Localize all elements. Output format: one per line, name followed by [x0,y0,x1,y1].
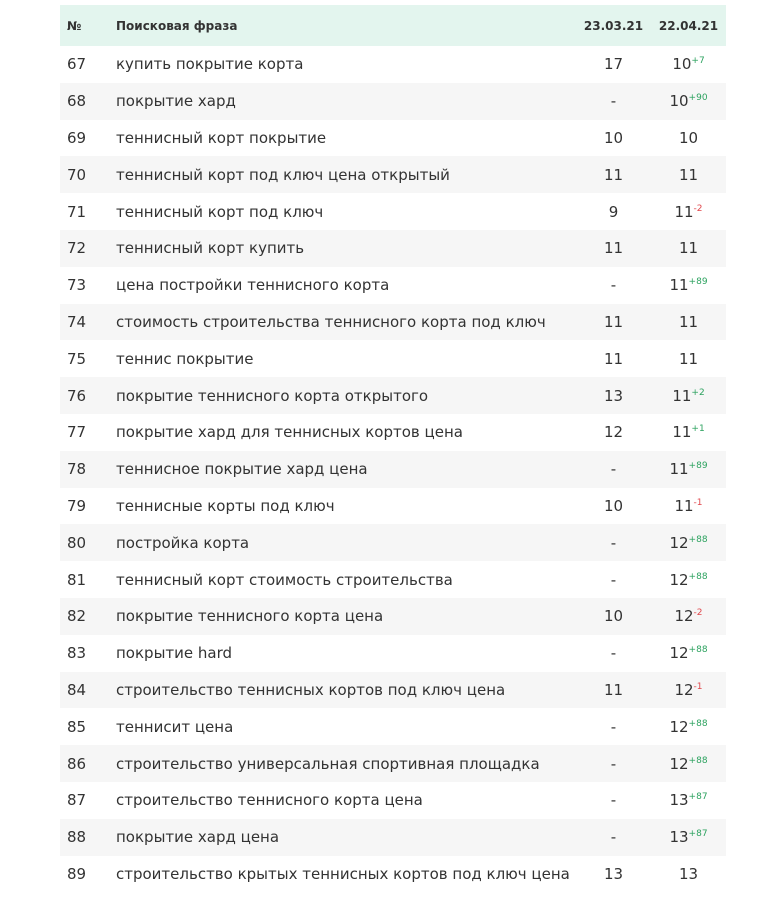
row-position-date1: - [610,92,617,111]
row-position-date1: 11 [603,349,624,368]
row-position-date1: 11 [603,165,624,184]
table-row [60,46,726,83]
table-row [60,635,726,672]
table-row [60,193,726,230]
row-phrase: покрытие хард для теннисных кортов цена [116,423,463,442]
row-position-date2: 12 [669,533,689,552]
position-change-badge: +87 [688,792,708,803]
header-phrase: Поисковая фраза [116,18,238,33]
row-phrase: строительство теннисных кортов под ключ цена [116,680,506,699]
row-position-date2-cell [651,166,726,184]
row-position-date1: - [610,828,617,847]
row-num: 81 [67,570,87,589]
position-change-badge: +89 [688,277,708,288]
table-row [60,745,726,782]
header-date1: 23.03.21 [583,18,644,33]
row-position-date1: - [610,791,617,810]
row-position-date2-cell [651,129,726,147]
row-num: 69 [67,128,87,147]
row-phrase: теннисный корт стоимость строительства [116,570,453,589]
position-change-badge: +88 [688,571,708,582]
table-row [60,598,726,635]
row-phrase: строительство крытых теннисных кортов под ключ цена [116,864,570,883]
row-position-date2-cell [651,387,726,405]
row-position-date1: 13 [603,386,624,405]
row-num: 74 [67,312,87,331]
row-position-date2-cell [651,460,726,478]
row-position-date1: - [610,533,617,552]
row-num: 85 [67,717,87,736]
row-position-date2: 11 [672,423,692,442]
row-position-date2-cell [651,497,726,515]
row-position-date1: - [610,460,617,479]
row-position-date2: 11 [672,386,692,405]
row-phrase: теннисный корт купить [116,239,305,258]
table-row [60,230,726,267]
row-position-date2: 11 [674,202,694,221]
row-position-date2: 13 [669,791,689,810]
row-position-date2-cell [651,534,726,552]
row-position-date2-cell [651,423,726,441]
row-position-date1: 13 [603,864,624,883]
row-position-date2-cell [651,55,726,73]
row-position-date2: 12 [674,680,694,699]
row-num: 67 [67,55,87,74]
row-position-date2: 10 [678,128,699,147]
row-phrase: цена постройки теннисного корта [116,276,390,295]
position-change-badge: +88 [688,718,708,729]
row-position-date2-cell [651,350,726,368]
position-change-badge: +2 [691,387,705,398]
position-change-badge: +89 [688,461,708,472]
table-row [60,782,726,819]
position-change-badge: -2 [693,608,703,619]
row-position-date2: 12 [669,570,689,589]
row-phrase: теннисный корт под ключ цена открытый [116,165,450,184]
table-row [60,377,726,414]
table-row [60,340,726,377]
position-change-badge: -2 [693,203,703,214]
position-change-badge: -1 [693,681,703,692]
row-position-date1: 17 [603,55,624,74]
row-position-date1: 12 [603,423,624,442]
row-position-date2-cell [651,681,726,699]
row-num: 77 [67,423,87,442]
row-position-date1: 10 [603,128,624,147]
table-row [60,856,726,893]
row-position-date2: 10 [669,92,689,111]
row-num: 72 [67,239,87,258]
position-change-badge: +90 [688,93,708,104]
row-position-date2: 11 [678,165,699,184]
table-row [60,267,726,304]
row-position-date2: 13 [678,864,699,883]
table-header [60,5,726,46]
row-position-date2: 11 [678,349,699,368]
table-row [60,451,726,488]
row-phrase: теннисный корт покрытие [116,128,327,147]
table-row [60,708,726,745]
row-phrase: покрытие теннисного корта цена [116,607,384,626]
row-phrase: покрытие теннисного корта открытого [116,386,429,405]
row-phrase: строительство универсальная спортивная площадка [116,754,540,773]
table-row [60,304,726,341]
header-date2: 22.04.21 [658,18,719,33]
row-position-date2: 11 [678,239,699,258]
row-position-date1: - [610,717,617,736]
row-position-date2: 13 [669,828,689,847]
row-position-date2: 12 [669,754,689,773]
table-row [60,83,726,120]
positions-table [60,5,726,892]
row-position-date2: 10 [672,55,692,74]
row-position-date1: - [610,754,617,773]
row-position-date2: 11 [669,276,689,295]
table-row [60,488,726,525]
row-num: 84 [67,680,87,699]
row-position-date2: 12 [669,644,689,663]
row-position-date2-cell [651,571,726,589]
row-position-date1: - [610,644,617,663]
table-row [60,414,726,451]
row-position-date2-cell [651,313,726,331]
row-num: 71 [67,202,87,221]
position-change-badge: +87 [688,829,708,840]
row-phrase: купить покрытие корта [116,55,304,74]
row-position-date2-cell [651,828,726,846]
row-phrase: теннисит цена [116,717,234,736]
row-num: 70 [67,165,87,184]
table-row [60,120,726,157]
row-phrase: покрытие хард [116,92,236,111]
row-position-date1: 11 [603,680,624,699]
row-phrase: теннисный корт под ключ [116,202,324,221]
row-position-date2-cell [651,607,726,625]
row-position-date2-cell [651,239,726,257]
header-num: № [67,18,82,33]
row-position-date2-cell [651,276,726,294]
row-num: 79 [67,496,87,515]
table-row [60,156,726,193]
row-position-date1: 11 [603,239,624,258]
row-position-date1: - [610,570,617,589]
row-phrase: теннисное покрытие хард цена [116,460,368,479]
row-num: 86 [67,754,87,773]
row-position-date2-cell [651,718,726,736]
row-position-date2-cell [651,865,726,883]
row-position-date2: 11 [669,460,689,479]
row-position-date2-cell [651,92,726,110]
position-change-badge: +88 [688,534,708,545]
row-phrase: строительство теннисного корта цена [116,791,423,810]
row-num: 73 [67,276,87,295]
row-num: 83 [67,644,87,663]
row-phrase: теннисные корты под ключ [116,496,335,515]
table-row [60,672,726,709]
table-row [60,561,726,598]
row-num: 80 [67,533,87,552]
row-position-date1: 11 [603,312,624,331]
row-phrase: покрытие hard [116,644,233,663]
row-position-date1: 9 [608,202,619,221]
row-num: 89 [67,864,87,883]
row-num: 75 [67,349,87,368]
row-position-date2: 12 [669,717,689,736]
row-num: 87 [67,791,87,810]
row-position-date2-cell [651,755,726,773]
row-position-date2-cell [651,644,726,662]
position-change-badge: +7 [691,56,705,67]
row-position-date2: 11 [678,312,699,331]
row-num: 76 [67,386,87,405]
row-position-date2: 12 [674,607,694,626]
position-change-badge: +88 [688,755,708,766]
row-phrase: стоимость строительства теннисного корта под ключ [116,312,546,331]
row-num: 82 [67,607,87,626]
position-change-badge: -1 [693,497,703,508]
row-num: 88 [67,828,87,847]
row-phrase: постройка корта [116,533,250,552]
position-change-badge: +1 [691,424,705,435]
table-body [60,46,726,892]
row-num: 78 [67,460,87,479]
row-num: 68 [67,92,87,111]
row-position-date2-cell [651,203,726,221]
row-phrase: теннис покрытие [116,349,254,368]
table-row [60,524,726,561]
row-phrase: покрытие хард цена [116,828,280,847]
row-position-date1: 10 [603,607,624,626]
table-row [60,819,726,856]
row-position-date1: 10 [603,496,624,515]
position-change-badge: +88 [688,645,708,656]
row-position-date2-cell [651,791,726,809]
row-position-date1: - [610,276,617,295]
row-position-date2: 11 [674,496,694,515]
